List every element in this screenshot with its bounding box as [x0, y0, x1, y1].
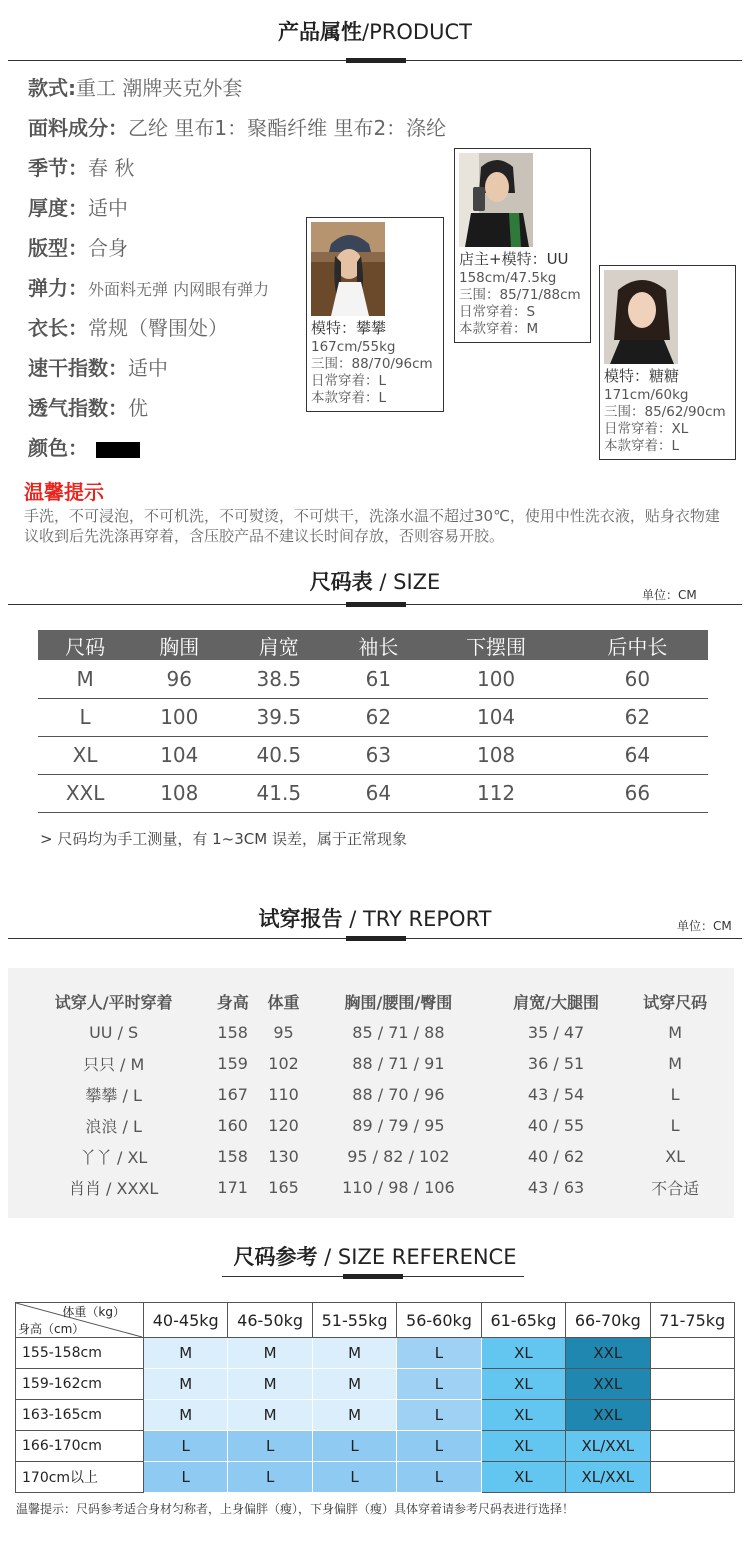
ref-section-title: 尺码参考 / SIZE REFERENCE: [233, 1245, 517, 1269]
model-usual-size: 日常穿着：S: [459, 304, 536, 320]
try-cell: 40 / 62: [527, 1147, 585, 1166]
size-cell: 100: [425, 660, 566, 698]
size-cell: 108: [425, 736, 566, 774]
try-cell: 36 / 51: [527, 1054, 585, 1073]
try-cell: XL: [665, 1147, 686, 1166]
try-report-table: [20, 985, 726, 1203]
attribute-value: 重工 潮牌夹克外套: [76, 76, 243, 100]
size-cell: 112: [425, 774, 566, 812]
try-header-cell: 试穿尺码: [643, 992, 708, 1012]
try-cell: 158: [217, 1147, 248, 1166]
size-cell: 108: [132, 774, 226, 812]
try-cell: 43 / 54: [527, 1085, 585, 1104]
ref-size-cell: XL/XXL: [566, 1462, 650, 1493]
try-section-title: 试穿报告 / TRY REPORT: [258, 907, 492, 931]
product-section-title: 产品属性/PRODUCT: [278, 20, 472, 44]
size-cell: 100: [132, 698, 226, 736]
try-cell: 不合适: [651, 1179, 700, 1198]
model-name: 模特：糖糖: [604, 367, 680, 385]
ref-height-cell: 163-165cm: [16, 1400, 144, 1431]
ref-height-label: 身高（cm）: [18, 1322, 85, 1336]
ref-height-cell: 159-162cm: [16, 1369, 144, 1400]
model-photo: [459, 153, 533, 247]
table-row: [20, 1110, 726, 1141]
ref-size-cell: M: [228, 1338, 312, 1369]
ref-height-cell: 170cm以上: [16, 1462, 144, 1493]
attribute-value: 优: [128, 396, 148, 420]
warm-tip-title: 温馨提示: [24, 480, 104, 504]
attribute-value: 常规（臀围处）: [88, 316, 228, 340]
ref-size-cell: M: [312, 1369, 396, 1400]
attribute-key: 弹力：: [28, 276, 88, 300]
table-row: [38, 698, 708, 736]
try-header-cell: 试穿人/平时穿着: [54, 992, 173, 1012]
try-cell: 158: [217, 1023, 248, 1042]
ref-size-cell: L: [397, 1462, 481, 1493]
ref-weight-header: 40-45kg: [144, 1303, 228, 1338]
size-cell: 64: [331, 774, 425, 812]
attribute-key: 颜色：: [28, 436, 88, 460]
attribute-key: 衣长：: [28, 316, 88, 340]
ref-corner-cell: [16, 1303, 144, 1338]
size-cell: 104: [425, 698, 566, 736]
size-section-title: 尺码表 / SIZE: [309, 570, 441, 594]
size-header-cell: 袖长: [331, 630, 425, 660]
size-cell: 38.5: [226, 660, 331, 698]
try-cell: 165: [268, 1178, 299, 1197]
size-cell: 62: [331, 698, 425, 736]
table-row: [38, 736, 708, 774]
product-attribute: [28, 352, 168, 381]
size-reference-table: [15, 1302, 735, 1493]
try-cell: 丫丫 / XL: [79, 1148, 148, 1167]
table-row: [16, 1462, 735, 1493]
try-cell: L: [670, 1116, 680, 1135]
table-row: [20, 1048, 726, 1079]
ref-size-cell: XL/XXL: [566, 1431, 650, 1462]
product-attribute: [28, 152, 134, 181]
try-header-cell: 身高: [216, 992, 249, 1012]
try-cell: 102: [268, 1054, 299, 1073]
attribute-value: 外面料无弹 内网眼有弹力: [88, 280, 270, 299]
attribute-key: 款式:: [28, 76, 76, 100]
size-cell: M: [38, 660, 132, 698]
product-attribute: [28, 272, 269, 301]
try-cell: 攀攀 / L: [85, 1086, 142, 1105]
size-header-cell: 下摆围: [425, 630, 566, 660]
ref-size-cell: XXL: [566, 1400, 650, 1431]
ref-size-cell: XXL: [566, 1338, 650, 1369]
product-attribute: [28, 392, 148, 421]
warm-tip-text: 手洗，不可浸泡，不可机洗，不可熨烫，不可烘干，洗涤水温不超过30℃，使用中性洗衣液，贴身衣物建议收到后先洗涤再穿着，含压胶产品不建议长时间存放，否则容易开胶。: [24, 507, 720, 545]
model-card: [599, 265, 736, 460]
ref-size-cell: XL: [481, 1369, 565, 1400]
table-row: [20, 1172, 726, 1203]
ref-size-cell: L: [312, 1462, 396, 1493]
attribute-value: 合身: [88, 236, 128, 260]
ref-weight-header: 46-50kg: [228, 1303, 312, 1338]
product-attribute: [28, 312, 228, 341]
product-attribute: [28, 72, 242, 101]
try-cell: 159: [217, 1054, 248, 1073]
model-height-weight: 171cm/60kg: [604, 387, 689, 403]
ref-size-cell: [650, 1369, 734, 1400]
try-cell: 110 / 98 / 106: [342, 1178, 455, 1197]
color-swatch: [96, 442, 140, 458]
ref-weight-label: 体重（kg）: [62, 1305, 125, 1319]
ref-size-cell: L: [312, 1431, 396, 1462]
product-attribute: [28, 192, 128, 221]
model-height-weight: 158cm/47.5kg: [459, 270, 557, 286]
divider-accent: [346, 602, 406, 607]
divider-accent: [346, 936, 406, 941]
size-cell: 39.5: [226, 698, 331, 736]
try-cell: 167: [217, 1085, 248, 1104]
ref-size-cell: M: [228, 1369, 312, 1400]
model-photo: [604, 270, 678, 364]
try-header-cell: 肩宽/大腿围: [513, 992, 599, 1012]
model-worn-size: 本款穿着：L: [311, 390, 387, 406]
table-row: [38, 774, 708, 812]
ref-weight-header: 61-65kg: [481, 1303, 565, 1338]
table-row: [20, 1079, 726, 1110]
table-row: [38, 660, 708, 698]
product-attribute: [28, 432, 140, 461]
ref-size-cell: M: [228, 1400, 312, 1431]
product-attribute: [28, 112, 446, 141]
ref-size-cell: [650, 1462, 734, 1493]
try-cell: 130: [268, 1147, 299, 1166]
model-usual-size: 日常穿着：XL: [604, 421, 689, 437]
size-header-cell: 尺码: [38, 630, 132, 660]
size-header-cell: 肩宽: [226, 630, 331, 660]
try-cell: 171: [217, 1178, 248, 1197]
size-cell: XXL: [38, 774, 132, 812]
try-cell: UU / S: [89, 1023, 139, 1042]
ref-size-cell: XL: [481, 1338, 565, 1369]
ref-size-cell: XL: [481, 1462, 565, 1493]
attribute-key: 面料成分：: [28, 116, 128, 140]
table-row: [20, 1141, 726, 1172]
ref-size-cell: L: [228, 1462, 312, 1493]
size-cell: 62: [567, 698, 708, 736]
size-cell: 64: [567, 736, 708, 774]
ref-weight-header: 51-55kg: [312, 1303, 396, 1338]
try-cell: 160: [217, 1116, 248, 1135]
ref-height-cell: 155-158cm: [16, 1338, 144, 1369]
attribute-value: 春 秋: [88, 156, 135, 180]
ref-size-cell: XL: [481, 1400, 565, 1431]
size-cell: 40.5: [226, 736, 331, 774]
size-cell: L: [38, 698, 132, 736]
attribute-key: 版型：: [28, 236, 88, 260]
ref-size-cell: M: [144, 1400, 228, 1431]
size-cell: 61: [331, 660, 425, 698]
table-row: [20, 1017, 726, 1048]
model-height-weight: 167cm/55kg: [311, 339, 396, 355]
size-cell: 96: [132, 660, 226, 698]
divider-accent: [346, 58, 406, 63]
attribute-key: 速干指数：: [28, 356, 128, 380]
table-row: [16, 1400, 735, 1431]
ref-size-cell: XXL: [566, 1369, 650, 1400]
model-measurements: 三围：85/62/90cm: [604, 404, 726, 420]
ref-size-cell: L: [228, 1431, 312, 1462]
model-photo: [311, 222, 385, 316]
table-row: [16, 1369, 735, 1400]
attribute-value: 乙纶 里布1：聚酯纤维 里布2：涤纶: [128, 116, 447, 140]
ref-size-cell: [650, 1431, 734, 1462]
size-cell: 66: [567, 774, 708, 812]
size-cell: 63: [331, 736, 425, 774]
try-cell: 88 / 71 / 91: [352, 1054, 445, 1073]
attribute-value: 适中: [88, 196, 128, 220]
try-cell: 120: [268, 1116, 299, 1135]
ref-size-cell: [650, 1400, 734, 1431]
ref-note: 温馨提示：尺码参考适合身材匀称者，上身偏胖（瘦），下身偏胖（瘦）具体穿着请参考尺码表进行选择！: [16, 1502, 575, 1516]
ref-weight-header: 71-75kg: [650, 1303, 734, 1338]
ref-weight-header: 56-60kg: [397, 1303, 481, 1338]
try-cell: 85 / 71 / 88: [352, 1023, 445, 1042]
size-cell: 60: [567, 660, 708, 698]
model-worn-size: 本款穿着：M: [459, 321, 539, 337]
try-header-cell: 胸围/腰围/臀围: [344, 992, 453, 1012]
size-note: > 尺码均为手工测量，有 1~3CM 误差，属于正常现象: [40, 830, 407, 848]
size-table: [38, 630, 708, 813]
ref-size-cell: M: [144, 1369, 228, 1400]
try-cell: 肖肖 / XXXL: [68, 1179, 159, 1198]
ref-size-cell: L: [397, 1338, 481, 1369]
size-unit: 单位：CM: [642, 588, 697, 602]
product-attribute: [28, 232, 128, 261]
attribute-key: 季节：: [28, 156, 88, 180]
size-cell: XL: [38, 736, 132, 774]
try-cell: L: [670, 1085, 680, 1104]
divider-accent: [343, 1274, 403, 1279]
try-cell: 浪浪 / L: [85, 1117, 142, 1136]
try-cell: 95 / 82 / 102: [347, 1147, 450, 1166]
ref-size-cell: M: [144, 1338, 228, 1369]
model-card: [306, 217, 444, 412]
attribute-value: 适中: [128, 356, 168, 380]
table-row: [16, 1338, 735, 1369]
table-row: [16, 1431, 735, 1462]
try-unit: 单位：CM: [677, 919, 732, 933]
try-cell: 43 / 63: [527, 1178, 585, 1197]
ref-size-cell: [650, 1338, 734, 1369]
try-header-cell: 体重: [267, 992, 300, 1012]
model-measurements: 三围：85/71/88cm: [459, 287, 581, 303]
model-usual-size: 日常穿着：L: [311, 373, 387, 389]
model-name: 模特：攀攀: [311, 319, 387, 337]
try-cell: 40 / 55: [527, 1116, 585, 1135]
size-header-cell: 胸围: [132, 630, 226, 660]
ref-size-cell: L: [144, 1431, 228, 1462]
try-cell: M: [668, 1054, 683, 1073]
size-header-cell: 后中长: [567, 630, 708, 660]
model-worn-size: 本款穿着：L: [604, 438, 680, 454]
ref-size-cell: M: [312, 1400, 396, 1431]
ref-size-cell: XL: [481, 1431, 565, 1462]
model-name: 店主+模特：UU: [459, 250, 569, 268]
ref-size-cell: L: [144, 1462, 228, 1493]
size-cell: 41.5: [226, 774, 331, 812]
try-cell: 95: [273, 1023, 294, 1042]
try-cell: M: [668, 1023, 683, 1042]
try-cell: 35 / 47: [527, 1023, 585, 1042]
model-measurements: 三围：88/70/96cm: [311, 356, 433, 372]
model-card: [454, 148, 591, 343]
ref-height-cell: 166-170cm: [16, 1431, 144, 1462]
ref-weight-header: 66-70kg: [566, 1303, 650, 1338]
attribute-key: 厚度：: [28, 196, 88, 220]
try-cell: 88 / 70 / 96: [352, 1085, 445, 1104]
attribute-key: 透气指数：: [28, 396, 128, 420]
try-cell: 只只 / M: [82, 1055, 145, 1074]
ref-size-cell: L: [397, 1369, 481, 1400]
size-cell: 104: [132, 736, 226, 774]
ref-size-cell: M: [312, 1338, 396, 1369]
try-cell: 110: [268, 1085, 299, 1104]
try-cell: 89 / 79 / 95: [352, 1116, 445, 1135]
ref-size-cell: L: [397, 1431, 481, 1462]
ref-size-cell: L: [397, 1400, 481, 1431]
